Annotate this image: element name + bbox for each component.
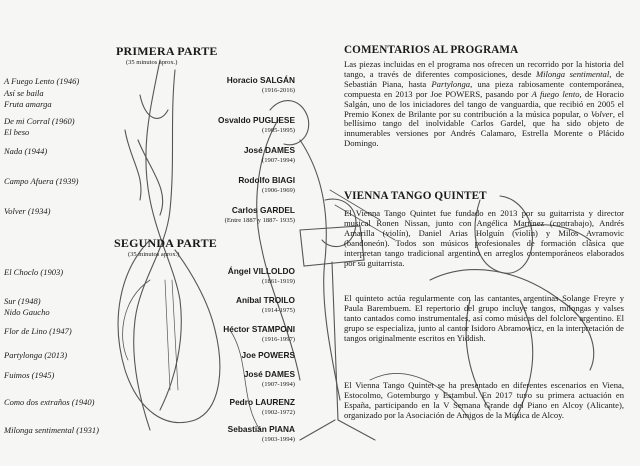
work-title: El beso	[4, 127, 30, 137]
comments-paragraph: Las piezas incluidas en el programa nos ofrecen un recorrido por la historia del tango, a través de diferentes composiciones, desde Milonga sentimental, de Sebastián Piana, hasta Partylonga, una pieza rabiosamente contemporánea, compuesta en 2013 por Joe POWERS, pasando por A fuego lento, de Horacio Salgán, uno de los iniciadores del tango de vanguardia, que recibió en 2005 el Premio Konex de Brilante por su contribución a la música popular, o Volver, el bellísimo tango del inolvidable Carlos Gardel, que ha sido objeto de innumerables versiones por Andrés Calamaro, Estrella Morente o Plácido Domingo.	[344, 59, 625, 149]
composer-name: José DAMES	[243, 145, 295, 155]
composer-entry	[238, 175, 295, 194]
work-title: De mi Corral (1960)	[4, 116, 75, 126]
work-title: Milonga sentimental (1931)	[4, 425, 99, 435]
composer-name: Sebastián PIANA	[227, 424, 295, 434]
composer-dates: (1905-1995)	[262, 127, 295, 134]
composer-entry	[223, 324, 295, 343]
composer-entry	[225, 205, 295, 224]
work-title: Así se baila	[4, 88, 44, 98]
composer-entry	[242, 350, 295, 360]
composer-dates: (1903-1994)	[262, 436, 295, 443]
quintet-paragraph-3: El Vienna Tango Quintet se ha presentado en diferentes escenarios en Viena, Estocolmo, Gotemburgo y Estambul. En 2017 tuvo su primera actuación en España, participando en la V Semana Grande del Piano en Alcoy (Alicante), organizado por la Asociación de Amigos de la Música de Alcoy.	[344, 380, 624, 420]
composer-name: Joe POWERS	[241, 350, 295, 360]
work-title: Fruta amarga	[4, 99, 52, 109]
composer-entry	[244, 369, 295, 388]
composer-name: Aníbal TROILO	[236, 295, 295, 305]
composer-dates: (1916-2016)	[262, 87, 295, 94]
work-title: Campo Afuera (1939)	[4, 176, 79, 186]
composer-dates: (1914-1975)	[262, 307, 295, 314]
composer-dates: (1907-1994)	[262, 381, 295, 388]
part2-title: SEGUNDA PARTE	[114, 236, 217, 250]
part2-duration: (35 minutos aprox.)	[128, 251, 180, 258]
composer-entry	[228, 424, 295, 443]
composer-name: Pedro LAURENZ	[229, 397, 295, 407]
composer-dates: (1902-1972)	[262, 409, 295, 416]
part1-duration: (35 minutos aprox.)	[126, 59, 178, 66]
part1-title: PRIMERA PARTE	[116, 44, 218, 58]
work-title: Como dos extraños (1940)	[4, 397, 95, 407]
composer-entry	[228, 266, 295, 285]
work-title: Nido Gaucho	[4, 307, 50, 317]
composer-name: Horacio SALGÁN	[226, 75, 295, 85]
composer-dates: (1861-1919)	[262, 278, 295, 285]
composer-name: Héctor STAMPONI	[223, 324, 295, 334]
composer-name: Carlos GARDEL	[231, 205, 295, 215]
composer-entry	[236, 295, 295, 314]
work-title: Fuimos (1945)	[4, 370, 55, 380]
work-title: Sur (1948)	[4, 296, 41, 306]
composer-name: José DAMES	[243, 369, 295, 379]
composer-dates: (Entre 1887 y 1887- 1935)	[224, 217, 295, 224]
work-title: Partylonga (2013)	[4, 350, 68, 360]
work-title: Nada (1944)	[4, 146, 48, 156]
composer-entry	[230, 397, 295, 416]
composer-name: Ángel VILLOLDO	[227, 266, 295, 276]
composer-entry	[218, 115, 295, 134]
composer-dates: (1906-1969)	[262, 187, 295, 194]
quintet-title: VIENNA TANGO QUINTET	[344, 190, 487, 202]
composer-entry	[244, 145, 295, 164]
composer-dates: (1916-1997)	[262, 336, 295, 343]
composer-dates: (1907-1994)	[262, 157, 295, 164]
quintet-paragraph-2: El quinteto actúa regularmente con las cantantes argentinas Solange Freyre y Paula Barembuem. El repertorio del grupo incluye tangos, milongas y valses tanto cantados como instrumentales, así como músicas del folclore argentino. El grupo se especializa, junto al cantor Isidoro Abramowicz, en la interpretación de tangos originalmente escritos en Yiddish.	[344, 293, 624, 343]
quintet-paragraph-1: El Vienna Tango Quintet fue fundado en 2013 por su guitarrista y director musical Ronen Nissan, junto con Angélica Martínez (contrabajo), Andrés Amarilla (violín), Daniel Arias Holguín (violín) y Milos Avramovic (bandoneón). Todos son músicos profesionales de formación clásica que interpretan tango tradicional argentino en arreglos contemporáneos elaborados por su guitarrista.	[344, 208, 624, 268]
work-title: Flor de Lino (1947)	[4, 326, 72, 336]
work-title: A Fuego Lento (1946)	[4, 76, 80, 86]
comments-title: COMENTARIOS AL PROGRAMA	[344, 44, 519, 56]
composer-name: Rodolfo BIAGI	[238, 175, 295, 185]
composer-name: Osvaldo PUGLIESE	[218, 115, 295, 125]
composer-entry	[227, 75, 295, 94]
work-title: El Choclo (1903)	[4, 267, 64, 277]
work-title: Volver (1934)	[4, 206, 51, 216]
